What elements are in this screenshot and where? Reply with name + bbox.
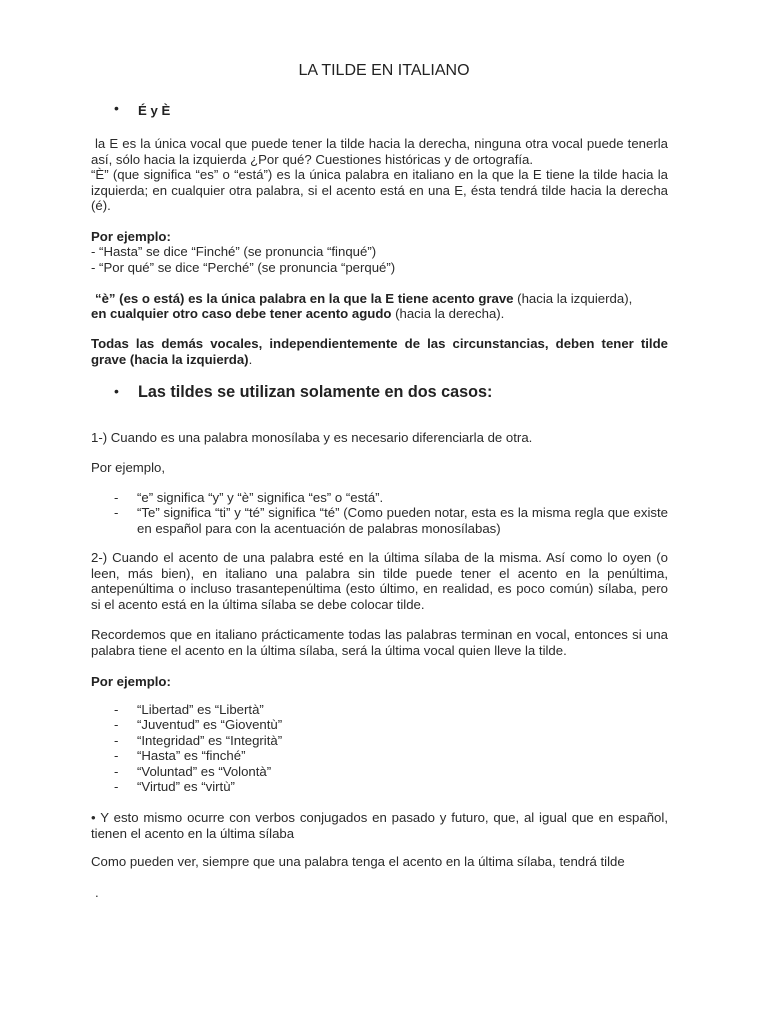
trailing-period: . (95, 885, 99, 900)
paragraph-conclusion: Como pueden ver, siempre que una palabra tenga el acento en la última sílaba, tendrá tilde (91, 854, 625, 869)
rule-acute-accent: en cualquier otro caso debe tener acento agudo (hacia la derecha). (91, 306, 505, 321)
list-item: “Libertad” es “Libertà” (137, 702, 264, 717)
list-dash: - (114, 717, 119, 732)
example-line: - “Hasta” se dice “Finché” (se pronuncia “finqué”) (91, 244, 377, 259)
paragraph-final-vowel: Recordemos que en italiano prácticamente todas las palabras terminan en vocal, entonces si una palabra tiene el acento en la última sílaba, será la última vocal quien lleve la tilde. (91, 627, 668, 658)
list-item: “Integridad” es “Integrità” (137, 733, 283, 748)
example-intro: Por ejemplo, (91, 460, 166, 475)
bullet-dot: • (114, 383, 119, 399)
list-dash: - (114, 702, 119, 717)
case-one: 1-) Cuando es una palabra monosílaba y es necesario diferenciarla de otra. (91, 430, 533, 445)
example-line: - “Por qué” se dice “Perché” (se pronuncia “perqué”) (91, 260, 396, 275)
list-item: “Te” significa “ti” y “té” significa “té” (Como pueden notar, esta es la misma regla que existe en español para con la acentuación de palabras monosílabas) (137, 505, 668, 536)
list-item: “Voluntad” es “Volontà” (137, 764, 272, 779)
rule-grave-accent: “è” (es o está) es la única palabra en la que la E tiene acento grave (hacia la izquierda), (95, 291, 633, 306)
list-dash: - (114, 779, 119, 794)
example-heading: Por ejemplo: (91, 229, 171, 244)
list-item: “Juventud” es “Gioventù” (137, 717, 283, 732)
list-item: “Virtud” es “virtù” (137, 779, 235, 794)
list-dash: - (114, 505, 119, 520)
list-dash: - (114, 748, 119, 763)
list-item: “e” significa “y” y “è” significa “es” o “está”. (137, 490, 384, 505)
section-heading-two-cases: Las tildes se utilizan solamente en dos casos: (138, 383, 493, 401)
paragraph-verbs: • Y esto mismo ocurre con verbos conjugados en pasado y futuro, que, al igual que en español, tienen el acento en la última sílaba (91, 810, 668, 841)
case-two: 2-) Cuando el acento de una palabra esté en la última sílaba de la misma. Así como lo oyen (o leen, más bien), en italiano una palabra sin tilde puede tener el acento en la penúltima, antepenúltima o incluso trasantepenúltima (esto último, en realidad, es poco común) sílaba, pero si el acento está en la última sílaba se debe colocar tilde. (91, 550, 668, 613)
list-item: “Hasta” es “finché” (137, 748, 246, 763)
page-title: LA TILDE EN ITALIANO (298, 62, 470, 79)
paragraph-e-grave: “È” (que significa “es” o “está”) es la única palabra en italiano en la que la E tiene la tilde hacia la izquierda; en cualquier otra palabra, si el acento está en una E, ésta tendrá tilde hacia la derecha (é). (91, 167, 668, 214)
bullet-dot: • (114, 100, 119, 116)
list-dash: - (114, 764, 119, 779)
example-heading: Por ejemplo: (91, 674, 171, 689)
list-dash: - (114, 490, 119, 505)
section-heading-e-accent: É y È (138, 103, 171, 118)
paragraph-vowel-e: la E es la única vocal que puede tener la tilde hacia la derecha, ninguna otra vocal puede tenerla así, sólo hacia la izquierda ¿Por qué? Cuestiones históricas y de ortografía. (91, 136, 668, 167)
rule-other-vowels: Todas las demás vocales, independientemente de las circunstancias, deben tener tilde grave (hacia la izquierda). (91, 336, 668, 367)
list-dash: - (114, 733, 119, 748)
